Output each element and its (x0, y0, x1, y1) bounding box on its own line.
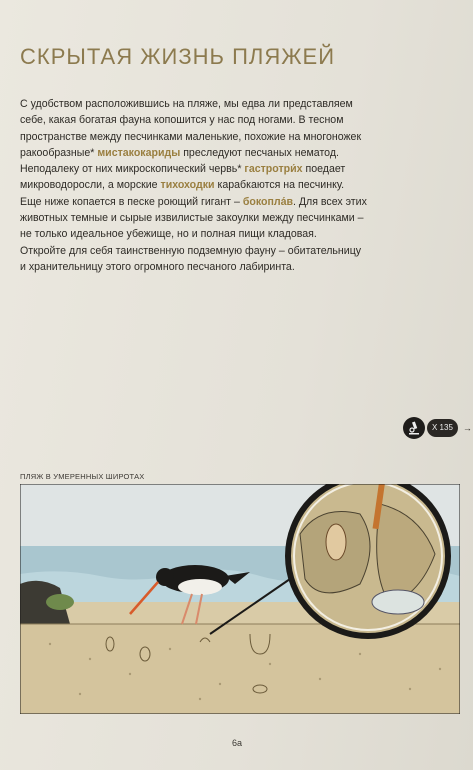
magnifier-inset (288, 484, 448, 636)
text-run: . Для всех этих (293, 195, 367, 208)
microscope-icon (403, 417, 425, 439)
text-run: ракообразные* (20, 146, 98, 159)
text-line (20, 161, 415, 177)
text-line: С удобством расположившись на пляже, мы едва ли представляем (20, 98, 353, 110)
beach-illustration (20, 484, 460, 714)
text-run: Неподалеку от них микроскопический червь* (20, 163, 245, 176)
sand-layer (20, 624, 460, 714)
page-title: СКРЫТАЯ ЖИЗНЬ ПЛЯЖЕЙ (20, 44, 336, 69)
text-line: пространстве между песчинками маленькие, похожие на многоножек (20, 130, 362, 143)
text-line (20, 177, 415, 193)
term-gastrotrich: гастротри́х (244, 163, 303, 176)
cross-reference-page: X 135 (427, 419, 458, 437)
term-mystacocarida: мистакокариды (97, 146, 181, 159)
text-run: микроводоросли, а морские (20, 179, 161, 192)
text-line (20, 194, 415, 210)
page-number: 6a (232, 738, 243, 748)
term-tardigrade: тихоходки (160, 179, 215, 192)
text-line: и хранительницу этого огромного песчаного лабиринта. (20, 260, 295, 273)
intro-paragraph (20, 96, 415, 275)
cross-reference[interactable] (403, 417, 472, 439)
text-run: Еще ниже копается в песке роющий гигант – (20, 195, 243, 208)
arrow-right-icon: → (462, 423, 472, 433)
text-run: карабкаются на песчинку. (214, 179, 345, 192)
text-run: поедает (302, 163, 346, 176)
section-label: ПЛЯЖ В УМЕРЕННЫХ ШИРОТАХ (20, 472, 145, 481)
text-line: себе, какая богатая фауна копошится у нас под ногами. В тесном (20, 114, 344, 127)
crab-icon (46, 594, 74, 610)
text-line: животных темные и сырые извилистые закоулки между песчинками – (20, 212, 364, 225)
term-amphipod: бокопла́в (242, 195, 293, 208)
text-line (20, 145, 415, 161)
text-run: преследуют песчаных нематод. (180, 146, 339, 159)
text-line: не только идеальное убежище, но и полная пищи кладовая. (20, 228, 317, 241)
text-line: Откройте для себя таинственную подземную фауну – обитательницу (20, 244, 362, 257)
